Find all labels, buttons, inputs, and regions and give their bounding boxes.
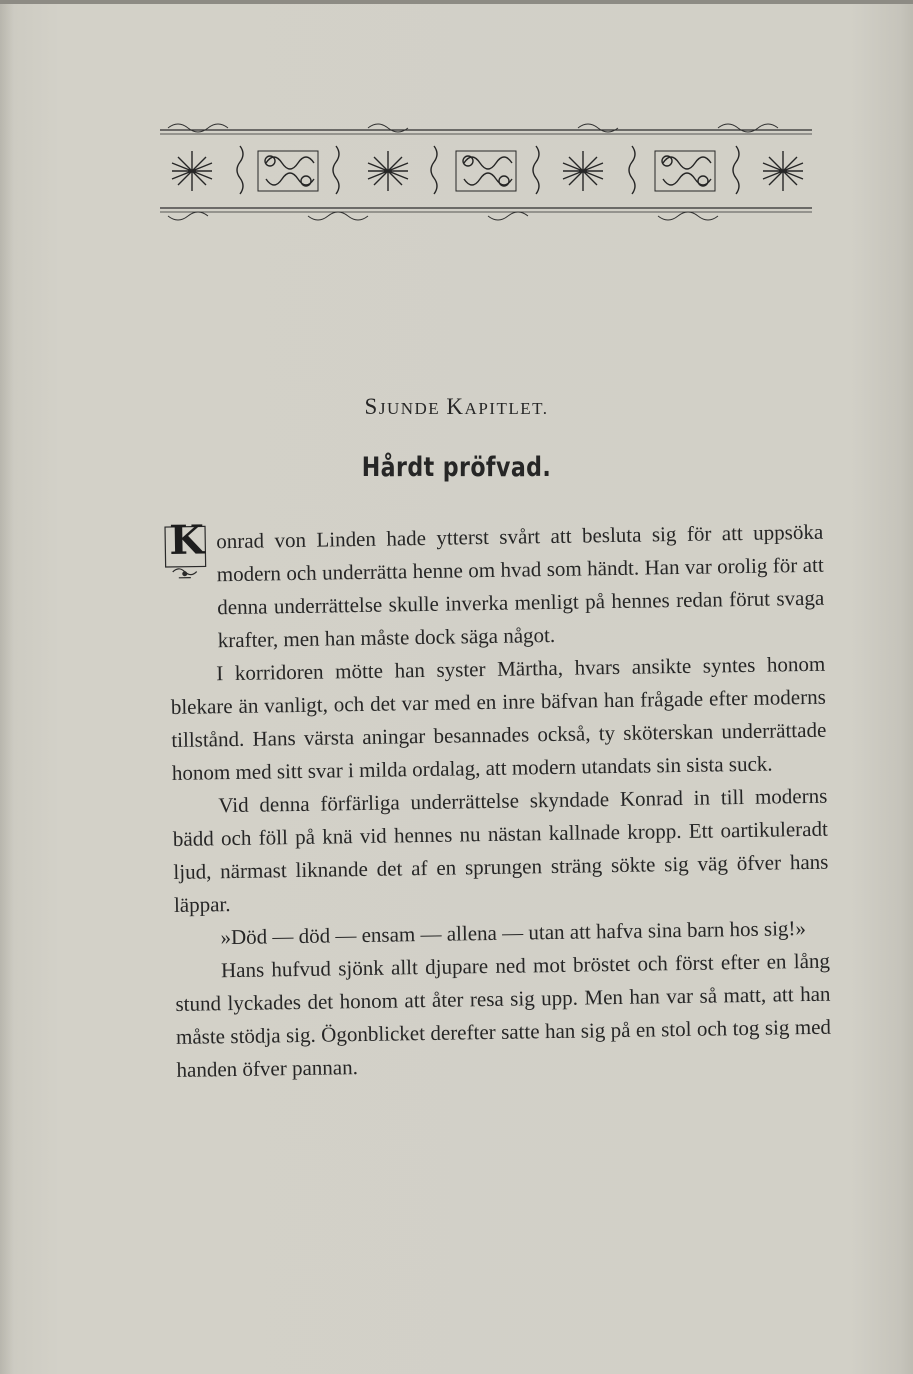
- ornamental-border: [158, 118, 814, 226]
- drop-cap-letter: K: [168, 516, 205, 564]
- paragraph: onrad von Linden hade ytterst svårt att besluta sig för att uppsöka modern och underrätta henne om hvad som händt. Han var orolig för att denna underrättelse skulle inverka menligt på hennes redan förut svaga krafter, men han måste dock säga något.: [216, 519, 825, 653]
- body-text: [168, 516, 832, 1087]
- drop-cap: [164, 516, 209, 582]
- paragraph: Vid denna förfärliga underrättelse skyndade Konrad in till moderns bädd och föll på knä vid hennes nu nästan kallnade kropp. Ett oartikuleradt ljud, närmast liknande det af en sprungen sträng sökte sig väg öfver hans läppar.: [172, 783, 829, 917]
- paragraph: Hans hufvud sjönk allt djupare ned mot bröstet och först efter en lång stund lyckades det honom att åter resa sig upp. Men han var så matt, att han måste stödja sig. Ögonblicket derefter satte han sig på en stol och tog sig med handen öfver pannan.: [175, 948, 832, 1082]
- ornament-icon: [158, 118, 814, 226]
- paragraph: I korridoren mötte han syster Märtha, hvars ansikte syntes honom blekare än vanligt, och det var med en inre bäfvan han frågade efter moderns tillstånd. Hans värsta aningar besannades också, ty sköterskan underrättade honom med sitt svar i milda ordalag, att modern utandats sin sista suck.: [170, 651, 827, 785]
- page-top-edge: [0, 0, 913, 4]
- chapter-title: Hårdt pröfvad.: [361, 452, 552, 483]
- chapter-heading: SJUNDE KAPITLET.: [364, 394, 549, 419]
- paragraph: »Död — död — ensam — allena — utan att hafva sina barn hos sig!»: [220, 916, 807, 950]
